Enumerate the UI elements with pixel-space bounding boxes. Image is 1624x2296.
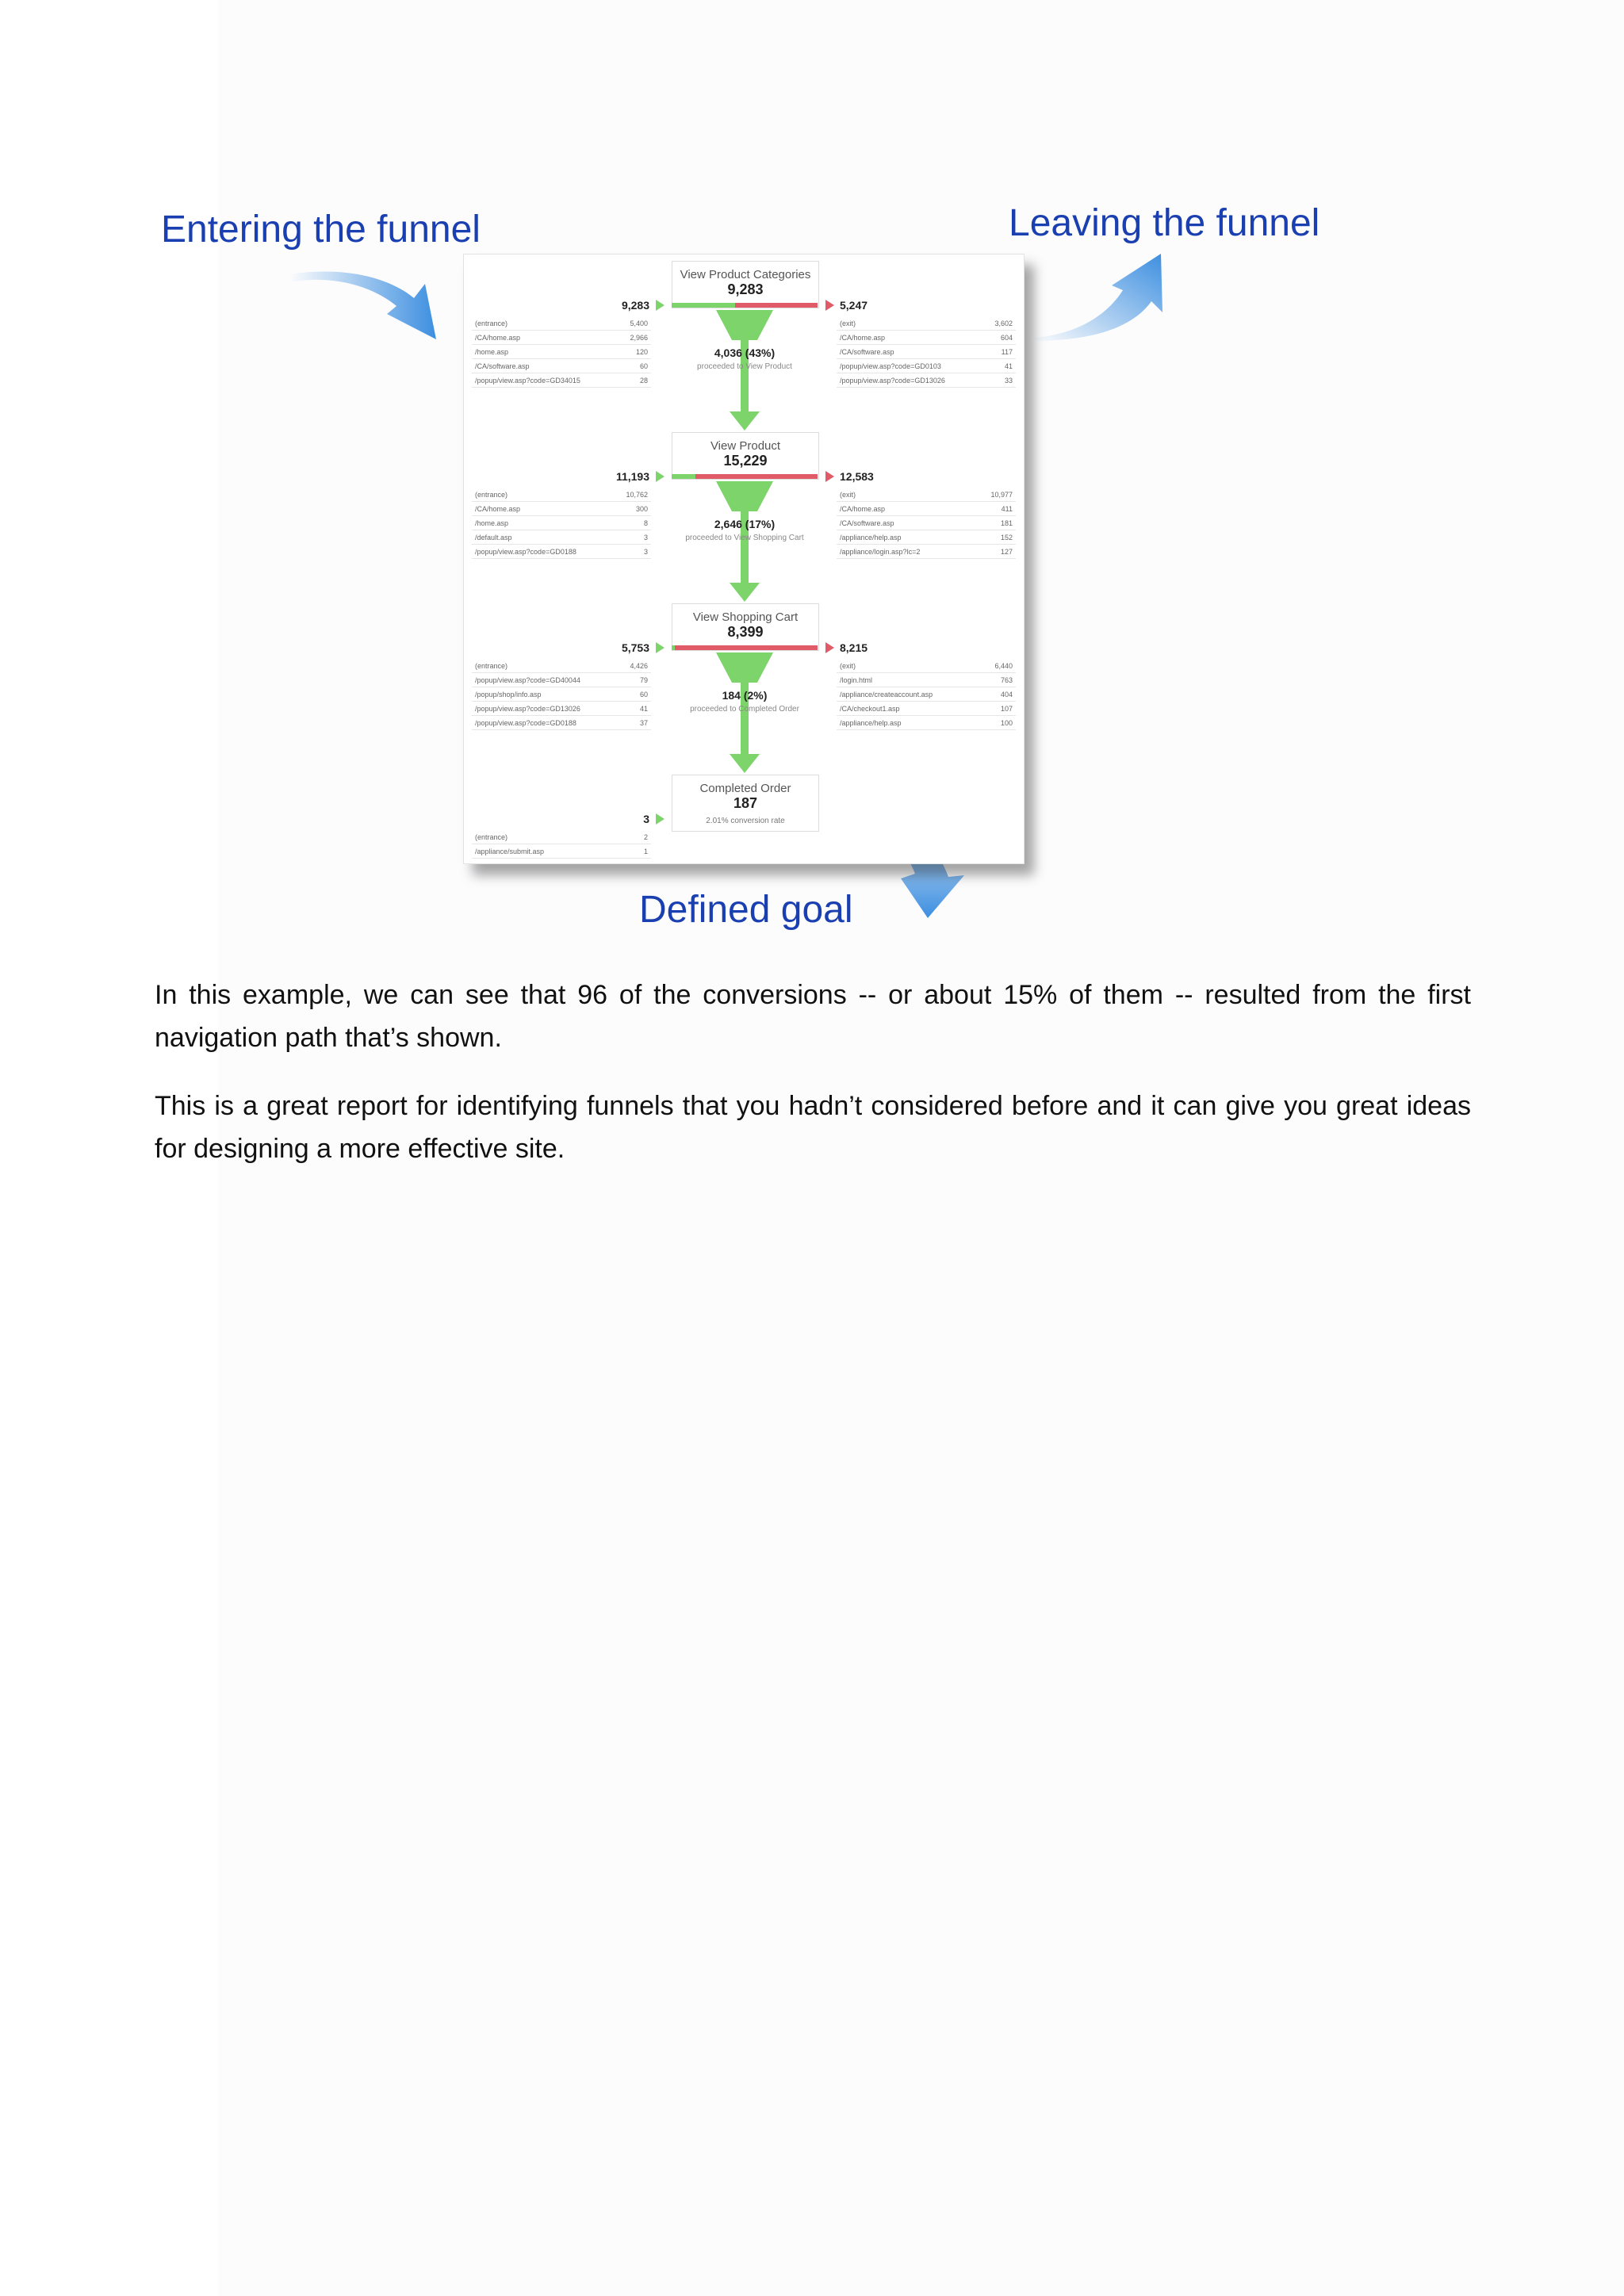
stage-in-total: 5,753	[621, 641, 649, 654]
entry-sources-table	[472, 830, 651, 859]
exit-destinations-table	[837, 659, 1016, 730]
row-count: 300	[614, 502, 651, 516]
stage-in-total: 3	[643, 813, 649, 825]
entry-sources-table	[472, 659, 651, 730]
table-row	[837, 345, 1016, 359]
table-row	[837, 359, 1016, 373]
table-row	[472, 488, 651, 502]
row-count: 181	[972, 516, 1016, 530]
proceed-percent: 184 (2%)	[722, 689, 768, 702]
table-row	[837, 373, 1016, 388]
stage-exit-bar	[735, 303, 818, 308]
row-page: /CA/home.asp	[837, 502, 972, 516]
table-row	[837, 659, 1016, 673]
table-row	[837, 702, 1016, 716]
table-row	[472, 716, 651, 730]
row-count: 117	[984, 345, 1016, 359]
row-count: 10,762	[614, 488, 651, 502]
row-page: (entrance)	[472, 488, 614, 502]
row-page: /CA/software.asp	[837, 345, 984, 359]
stage-in-total: 11,193	[615, 470, 649, 483]
proceed-label: proceeded to Completed Order	[690, 705, 799, 714]
row-page: /popup/view.asp?code=GD40044	[472, 673, 619, 687]
stage-out-total: 12,583	[840, 470, 874, 483]
table-row	[472, 844, 651, 859]
table-row	[837, 545, 1016, 559]
row-page: /default.asp	[472, 530, 614, 545]
paragraph-conversions: In this example, we can see that 96 of the conversions -- or about 15% of them -- resulted from the first navigation path that’s shown.	[155, 980, 1471, 1053]
table-row	[472, 659, 651, 673]
row-page: /CA/checkout1.asp	[837, 702, 981, 716]
table-row	[472, 530, 651, 545]
row-page: /popup/view.asp?code=GD13026	[837, 373, 984, 388]
stage-view-product	[672, 432, 819, 480]
row-page: /popup/view.asp?code=GD0188	[472, 716, 619, 730]
exit-destinations-table	[837, 488, 1016, 559]
row-page: (exit)	[837, 316, 984, 331]
row-page: /appliance/submit.asp	[472, 844, 630, 859]
row-count: 3	[614, 545, 651, 559]
row-count: 8	[614, 516, 651, 530]
stage-exit-bar	[675, 645, 818, 650]
row-count: 79	[619, 673, 651, 687]
row-count: 6,440	[981, 659, 1016, 673]
row-page: (exit)	[837, 488, 972, 502]
stage-view-product-categories	[672, 261, 819, 308]
table-row	[837, 331, 1016, 345]
row-count: 4,426	[619, 659, 651, 673]
row-page: /appliance/login.asp?lc=2	[837, 545, 972, 559]
table-row	[837, 316, 1016, 331]
row-page: /login.html	[837, 673, 981, 687]
stage-value: 187	[733, 795, 758, 811]
row-page: /popup/view.asp?code=GD0188	[472, 545, 614, 559]
conversion-rate: 2.01% conversion rate	[706, 817, 785, 825]
row-count: 10,977	[972, 488, 1016, 502]
exit-triangle-icon	[825, 471, 834, 482]
stage-in-total: 9,283	[621, 299, 649, 312]
row-page: /home.asp	[472, 516, 614, 530]
row-count: 37	[619, 716, 651, 730]
table-row	[472, 545, 651, 559]
stage-view-shopping-cart	[672, 603, 819, 651]
row-count: 1	[630, 844, 651, 859]
row-count: 3	[614, 530, 651, 545]
table-row	[472, 516, 651, 530]
row-page: /CA/home.asp	[837, 331, 984, 345]
leaving-arrow-icon	[1028, 252, 1170, 341]
row-count: 2	[630, 830, 651, 844]
row-count: 3,602	[984, 316, 1016, 331]
proceed-percent: 4,036 (43%)	[714, 346, 776, 359]
row-count: 41	[619, 702, 651, 716]
table-row	[472, 502, 651, 516]
row-page: /CA/software.asp	[472, 359, 619, 373]
row-page: /CA/home.asp	[472, 331, 619, 345]
leaving-funnel-label: Leaving the funnel	[1009, 202, 1320, 244]
row-count: 5,400	[619, 316, 651, 331]
stage-proceed-bar	[672, 474, 695, 479]
row-page: /CA/software.asp	[837, 516, 972, 530]
row-count: 2,966	[619, 331, 651, 345]
row-count: 28	[619, 373, 651, 388]
row-page: (entrance)	[472, 316, 619, 331]
row-count: 33	[984, 373, 1016, 388]
stage-name: Completed Order	[699, 782, 791, 795]
row-count: 763	[981, 673, 1016, 687]
stage-value: 9,283	[727, 281, 764, 297]
table-row	[472, 702, 651, 716]
entry-triangle-icon	[656, 471, 665, 482]
row-count: 404	[981, 687, 1016, 702]
table-row	[472, 331, 651, 345]
stage-exit-bar	[695, 474, 818, 479]
table-row	[472, 345, 651, 359]
entry-sources-table	[472, 488, 651, 559]
table-row	[837, 716, 1016, 730]
stage-value: 15,229	[723, 453, 768, 469]
table-row	[472, 373, 651, 388]
proceed-label: proceeded to View Product	[697, 362, 792, 371]
table-row	[837, 530, 1016, 545]
row-count: 60	[619, 359, 651, 373]
exit-triangle-icon	[825, 642, 834, 653]
entry-triangle-icon	[656, 813, 665, 825]
table-row	[472, 359, 651, 373]
proceed-percent: 2,646 (17%)	[714, 518, 776, 530]
table-row	[472, 316, 651, 331]
row-page: /popup/view.asp?code=GD34015	[472, 373, 619, 388]
table-row	[837, 516, 1016, 530]
row-page: /appliance/help.asp	[837, 716, 981, 730]
table-row	[472, 687, 651, 702]
entry-sources-table	[472, 316, 651, 388]
entry-triangle-icon	[656, 642, 665, 653]
table-row	[472, 830, 651, 844]
stage-value: 8,399	[727, 624, 764, 640]
row-page: (exit)	[837, 659, 981, 673]
row-page: /popup/shop/info.asp	[472, 687, 619, 702]
row-count: 152	[972, 530, 1016, 545]
row-count: 41	[984, 359, 1016, 373]
exit-destinations-table	[837, 316, 1016, 388]
proceed-label: proceeded to View Shopping Cart	[685, 534, 804, 542]
row-page: (entrance)	[472, 830, 630, 844]
stage-name: View Product	[710, 439, 781, 453]
row-count: 107	[981, 702, 1016, 716]
stage-out-total: 5,247	[840, 299, 868, 312]
row-count: 100	[981, 716, 1016, 730]
stage-name: View Product Categories	[680, 268, 811, 281]
row-count: 127	[972, 545, 1016, 559]
row-page: /appliance/createaccount.asp	[837, 687, 981, 702]
defined-goal-label: Defined goal	[639, 889, 853, 931]
row-page: /popup/view.asp?code=GD0103	[837, 359, 984, 373]
row-page: (entrance)	[472, 659, 619, 673]
entering-funnel-label: Entering the funnel	[161, 209, 481, 251]
stage-proceed-bar	[672, 303, 735, 308]
paragraph-report-benefit: This is a great report for identifying funnels that you hadn’t considered before and it can give you great ideas for designing a more effective site.	[155, 1091, 1471, 1164]
row-page: /popup/view.asp?code=GD13026	[472, 702, 619, 716]
stage-completed-order	[672, 775, 819, 832]
entry-triangle-icon	[656, 300, 665, 311]
row-count: 604	[984, 331, 1016, 345]
row-page: /CA/home.asp	[472, 502, 614, 516]
table-row	[837, 502, 1016, 516]
table-row	[837, 687, 1016, 702]
row-page: /appliance/help.asp	[837, 530, 972, 545]
stage-name: View Shopping Cart	[692, 610, 799, 624]
row-count: 411	[972, 502, 1016, 516]
entering-arrow-icon	[285, 266, 444, 346]
stage-out-total: 8,215	[840, 641, 868, 654]
table-row	[837, 488, 1016, 502]
table-row	[837, 673, 1016, 687]
row-count: 60	[619, 687, 651, 702]
funnel-visualization	[463, 254, 1025, 864]
row-page: /home.asp	[472, 345, 619, 359]
table-row	[472, 673, 651, 687]
row-count: 120	[619, 345, 651, 359]
exit-triangle-icon	[825, 300, 834, 311]
